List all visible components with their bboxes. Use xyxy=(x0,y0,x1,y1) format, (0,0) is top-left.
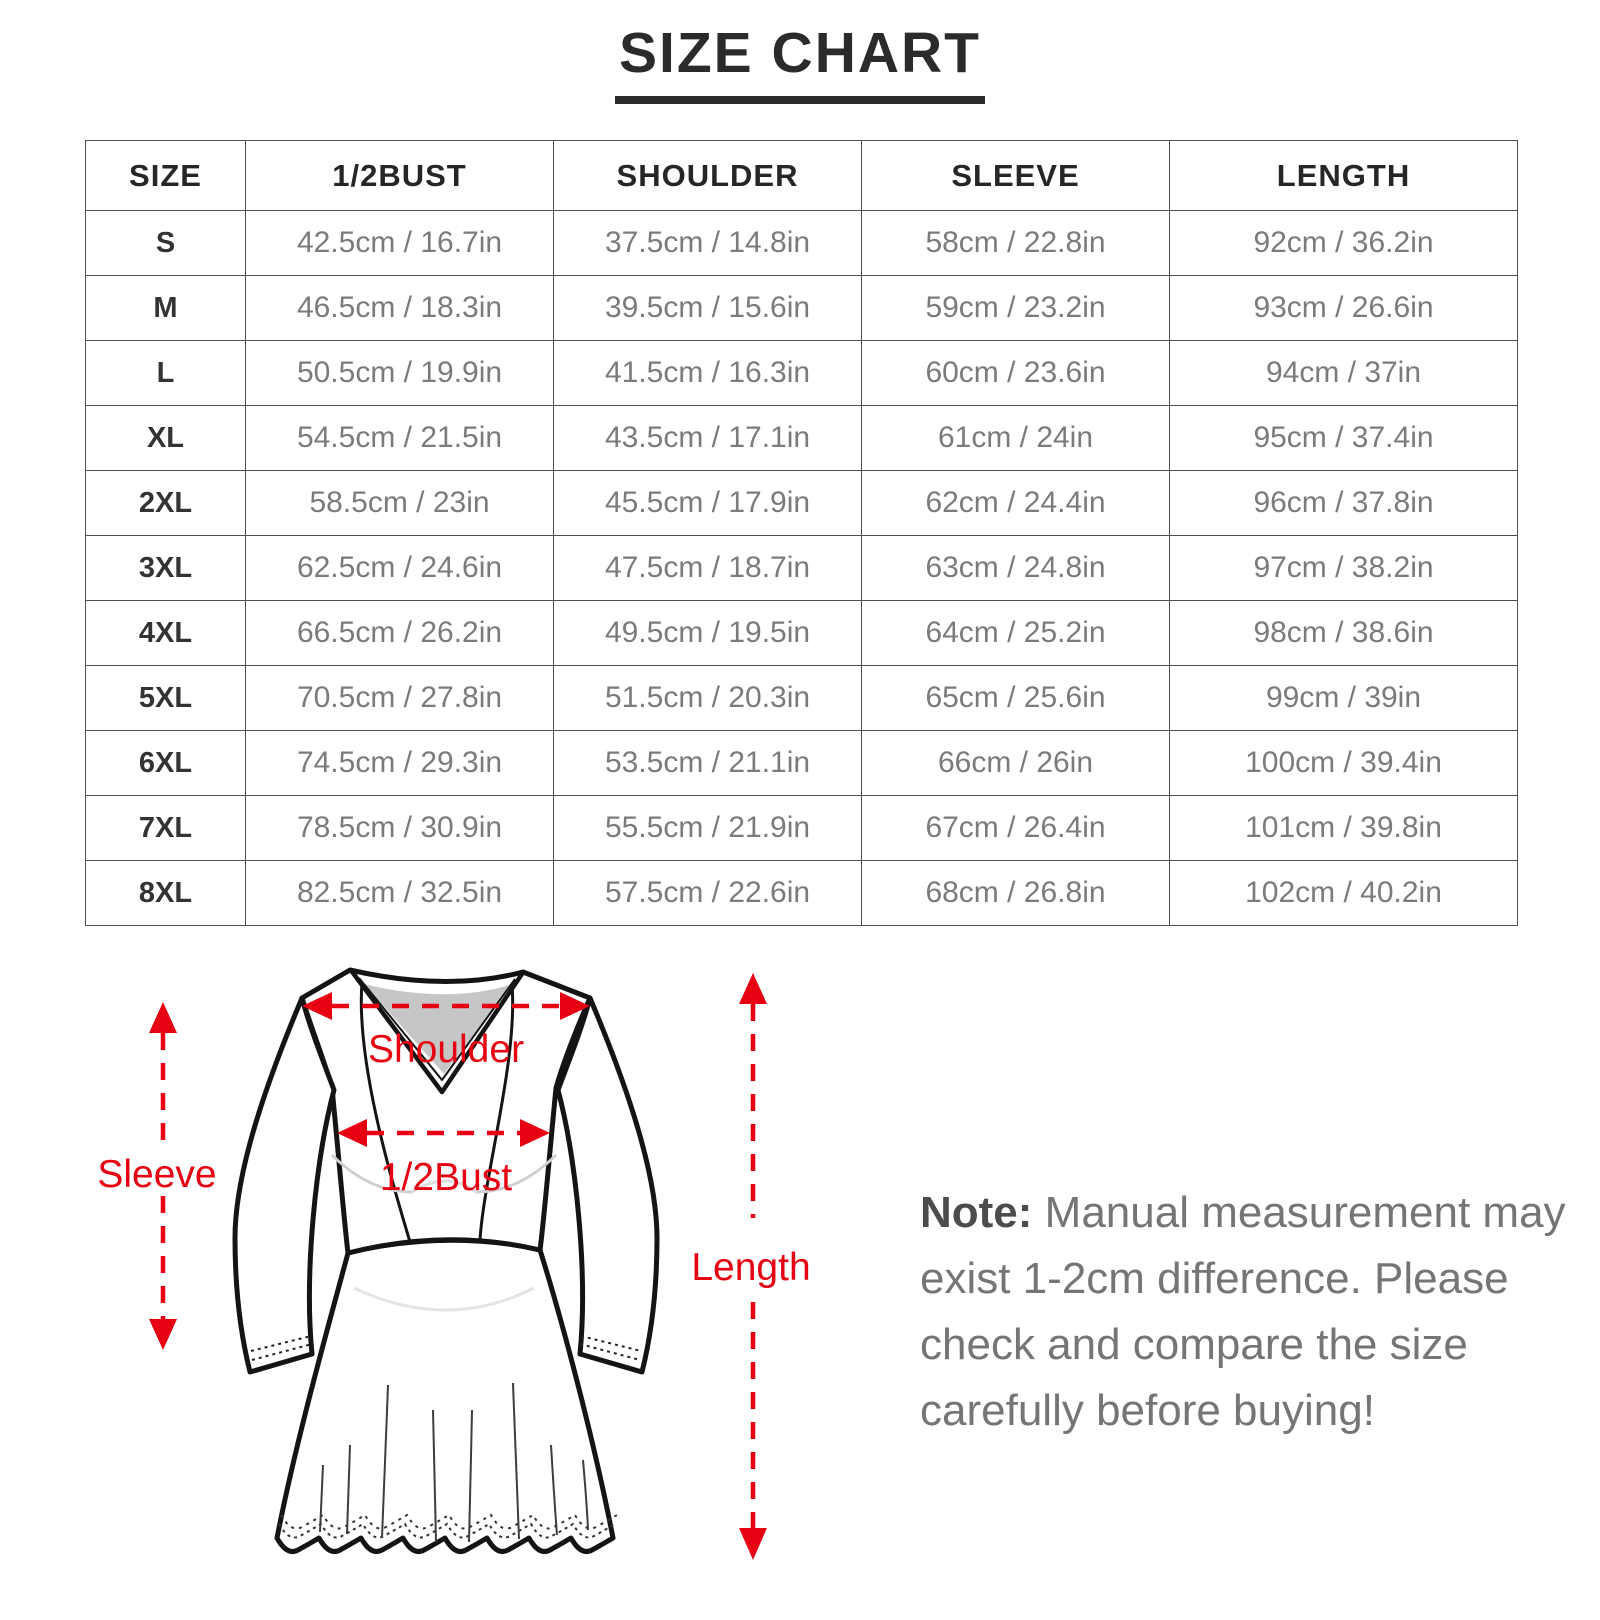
length-measure-label: Length xyxy=(691,1246,811,1289)
bust-cell: 62.5cm / 24.6in xyxy=(246,536,554,601)
size-cell: 4XL xyxy=(86,601,246,666)
length-cell: 93cm / 26.6in xyxy=(1170,276,1518,341)
bust-cell: 78.5cm / 30.9in xyxy=(246,796,554,861)
table-header-row xyxy=(86,141,1518,211)
shoulder-cell: 45.5cm / 17.9in xyxy=(554,471,862,536)
bust-cell: 70.5cm / 27.8in xyxy=(246,666,554,731)
length-cell: 101cm / 39.8in xyxy=(1170,796,1518,861)
shoulder-cell: 41.5cm / 16.3in xyxy=(554,341,862,406)
sleeve-cell: 67cm / 26.4in xyxy=(862,796,1170,861)
bust-cell: 82.5cm / 32.5in xyxy=(246,861,554,926)
size-cell: 7XL xyxy=(86,796,246,861)
table-row xyxy=(86,666,1518,731)
column-header-bust: 1/2BUST xyxy=(246,141,554,211)
table-row xyxy=(86,341,1518,406)
sleeve-cell: 63cm / 24.8in xyxy=(862,536,1170,601)
sleeve-cell: 61cm / 24in xyxy=(862,406,1170,471)
size-cell: S xyxy=(86,211,246,276)
size-chart-table xyxy=(85,140,1518,926)
shoulder-cell: 53.5cm / 21.1in xyxy=(554,731,862,796)
length-cell: 102cm / 40.2in xyxy=(1170,861,1518,926)
note-label: Note: xyxy=(920,1188,1033,1237)
column-header-sleeve: SLEEVE xyxy=(862,141,1170,211)
page-title: SIZE CHART xyxy=(615,20,985,104)
column-header-length: LENGTH xyxy=(1170,141,1518,211)
size-cell: 2XL xyxy=(86,471,246,536)
length-cell: 99cm / 39in xyxy=(1170,666,1518,731)
sleeve-arrow-head-top xyxy=(149,1002,177,1033)
arrow-lines xyxy=(163,1004,753,1528)
length-cell: 96cm / 37.8in xyxy=(1170,471,1518,536)
title-bar xyxy=(0,20,1600,104)
sleeve-measure-label: Sleeve xyxy=(97,1153,217,1196)
bust-measure-label: 1/2Bust xyxy=(379,1156,513,1199)
table-row xyxy=(86,471,1518,536)
column-header-size: SIZE xyxy=(86,141,246,211)
bust-arrow-head-right xyxy=(520,1119,550,1147)
length-arrow-head-bottom xyxy=(739,1528,767,1560)
length-cell: 97cm / 38.2in xyxy=(1170,536,1518,601)
length-cell: 100cm / 39.4in xyxy=(1170,731,1518,796)
table-row xyxy=(86,601,1518,666)
length-arrow-head-top xyxy=(739,973,767,1004)
length-cell: 92cm / 36.2in xyxy=(1170,211,1518,276)
bust-cell: 66.5cm / 26.2in xyxy=(246,601,554,666)
sleeve-cell: 60cm / 23.6in xyxy=(862,341,1170,406)
sleeve-cell: 64cm / 25.2in xyxy=(862,601,1170,666)
sleeve-cell: 62cm / 24.4in xyxy=(862,471,1170,536)
note-body: Manual measurement may exist 1-2cm difference. Please check and compare the size carefully before buying! xyxy=(920,1188,1566,1435)
size-cell: 6XL xyxy=(86,731,246,796)
shoulder-arrow-head-left xyxy=(302,992,332,1020)
size-cell: XL xyxy=(86,406,246,471)
table-row xyxy=(86,406,1518,471)
note-text xyxy=(920,1180,1570,1444)
bust-cell: 46.5cm / 18.3in xyxy=(246,276,554,341)
size-cell: M xyxy=(86,276,246,341)
table-row xyxy=(86,731,1518,796)
bust-cell: 74.5cm / 29.3in xyxy=(246,731,554,796)
shoulder-cell: 37.5cm / 14.8in xyxy=(554,211,862,276)
size-cell: L xyxy=(86,341,246,406)
table-row xyxy=(86,861,1518,926)
table-row xyxy=(86,796,1518,861)
sleeve-cell: 59cm / 23.2in xyxy=(862,276,1170,341)
shoulder-measure-label: Shoulder xyxy=(367,1028,525,1071)
bust-cell: 50.5cm / 19.9in xyxy=(246,341,554,406)
sleeve-cell: 68cm / 26.8in xyxy=(862,861,1170,926)
shoulder-cell: 39.5cm / 15.6in xyxy=(554,276,862,341)
bust-cell: 54.5cm / 21.5in xyxy=(246,406,554,471)
shoulder-cell: 43.5cm / 17.1in xyxy=(554,406,862,471)
size-cell: 8XL xyxy=(86,861,246,926)
table-row xyxy=(86,276,1518,341)
sleeve-arrow-head-bottom xyxy=(149,1319,177,1350)
length-cell: 94cm / 37in xyxy=(1170,341,1518,406)
size-cell: 5XL xyxy=(86,666,246,731)
table-row xyxy=(86,211,1518,276)
bust-cell: 58.5cm / 23in xyxy=(246,471,554,536)
length-cell: 98cm / 38.6in xyxy=(1170,601,1518,666)
size-cell: 3XL xyxy=(86,536,246,601)
shoulder-cell: 57.5cm / 22.6in xyxy=(554,861,862,926)
table-row xyxy=(86,536,1518,601)
bust-cell: 42.5cm / 16.7in xyxy=(246,211,554,276)
shoulder-cell: 55.5cm / 21.9in xyxy=(554,796,862,861)
sleeve-cell: 58cm / 22.8in xyxy=(862,211,1170,276)
length-cell: 95cm / 37.4in xyxy=(1170,406,1518,471)
shoulder-cell: 49.5cm / 19.5in xyxy=(554,601,862,666)
sleeve-cell: 65cm / 25.6in xyxy=(862,666,1170,731)
shoulder-cell: 51.5cm / 20.3in xyxy=(554,666,862,731)
sleeve-cell: 66cm / 26in xyxy=(862,731,1170,796)
bust-arrow-head-left xyxy=(337,1119,367,1147)
shoulder-cell: 47.5cm / 18.7in xyxy=(554,536,862,601)
column-header-shoulder: SHOULDER xyxy=(554,141,862,211)
shoulder-arrow-head-right xyxy=(560,992,590,1020)
